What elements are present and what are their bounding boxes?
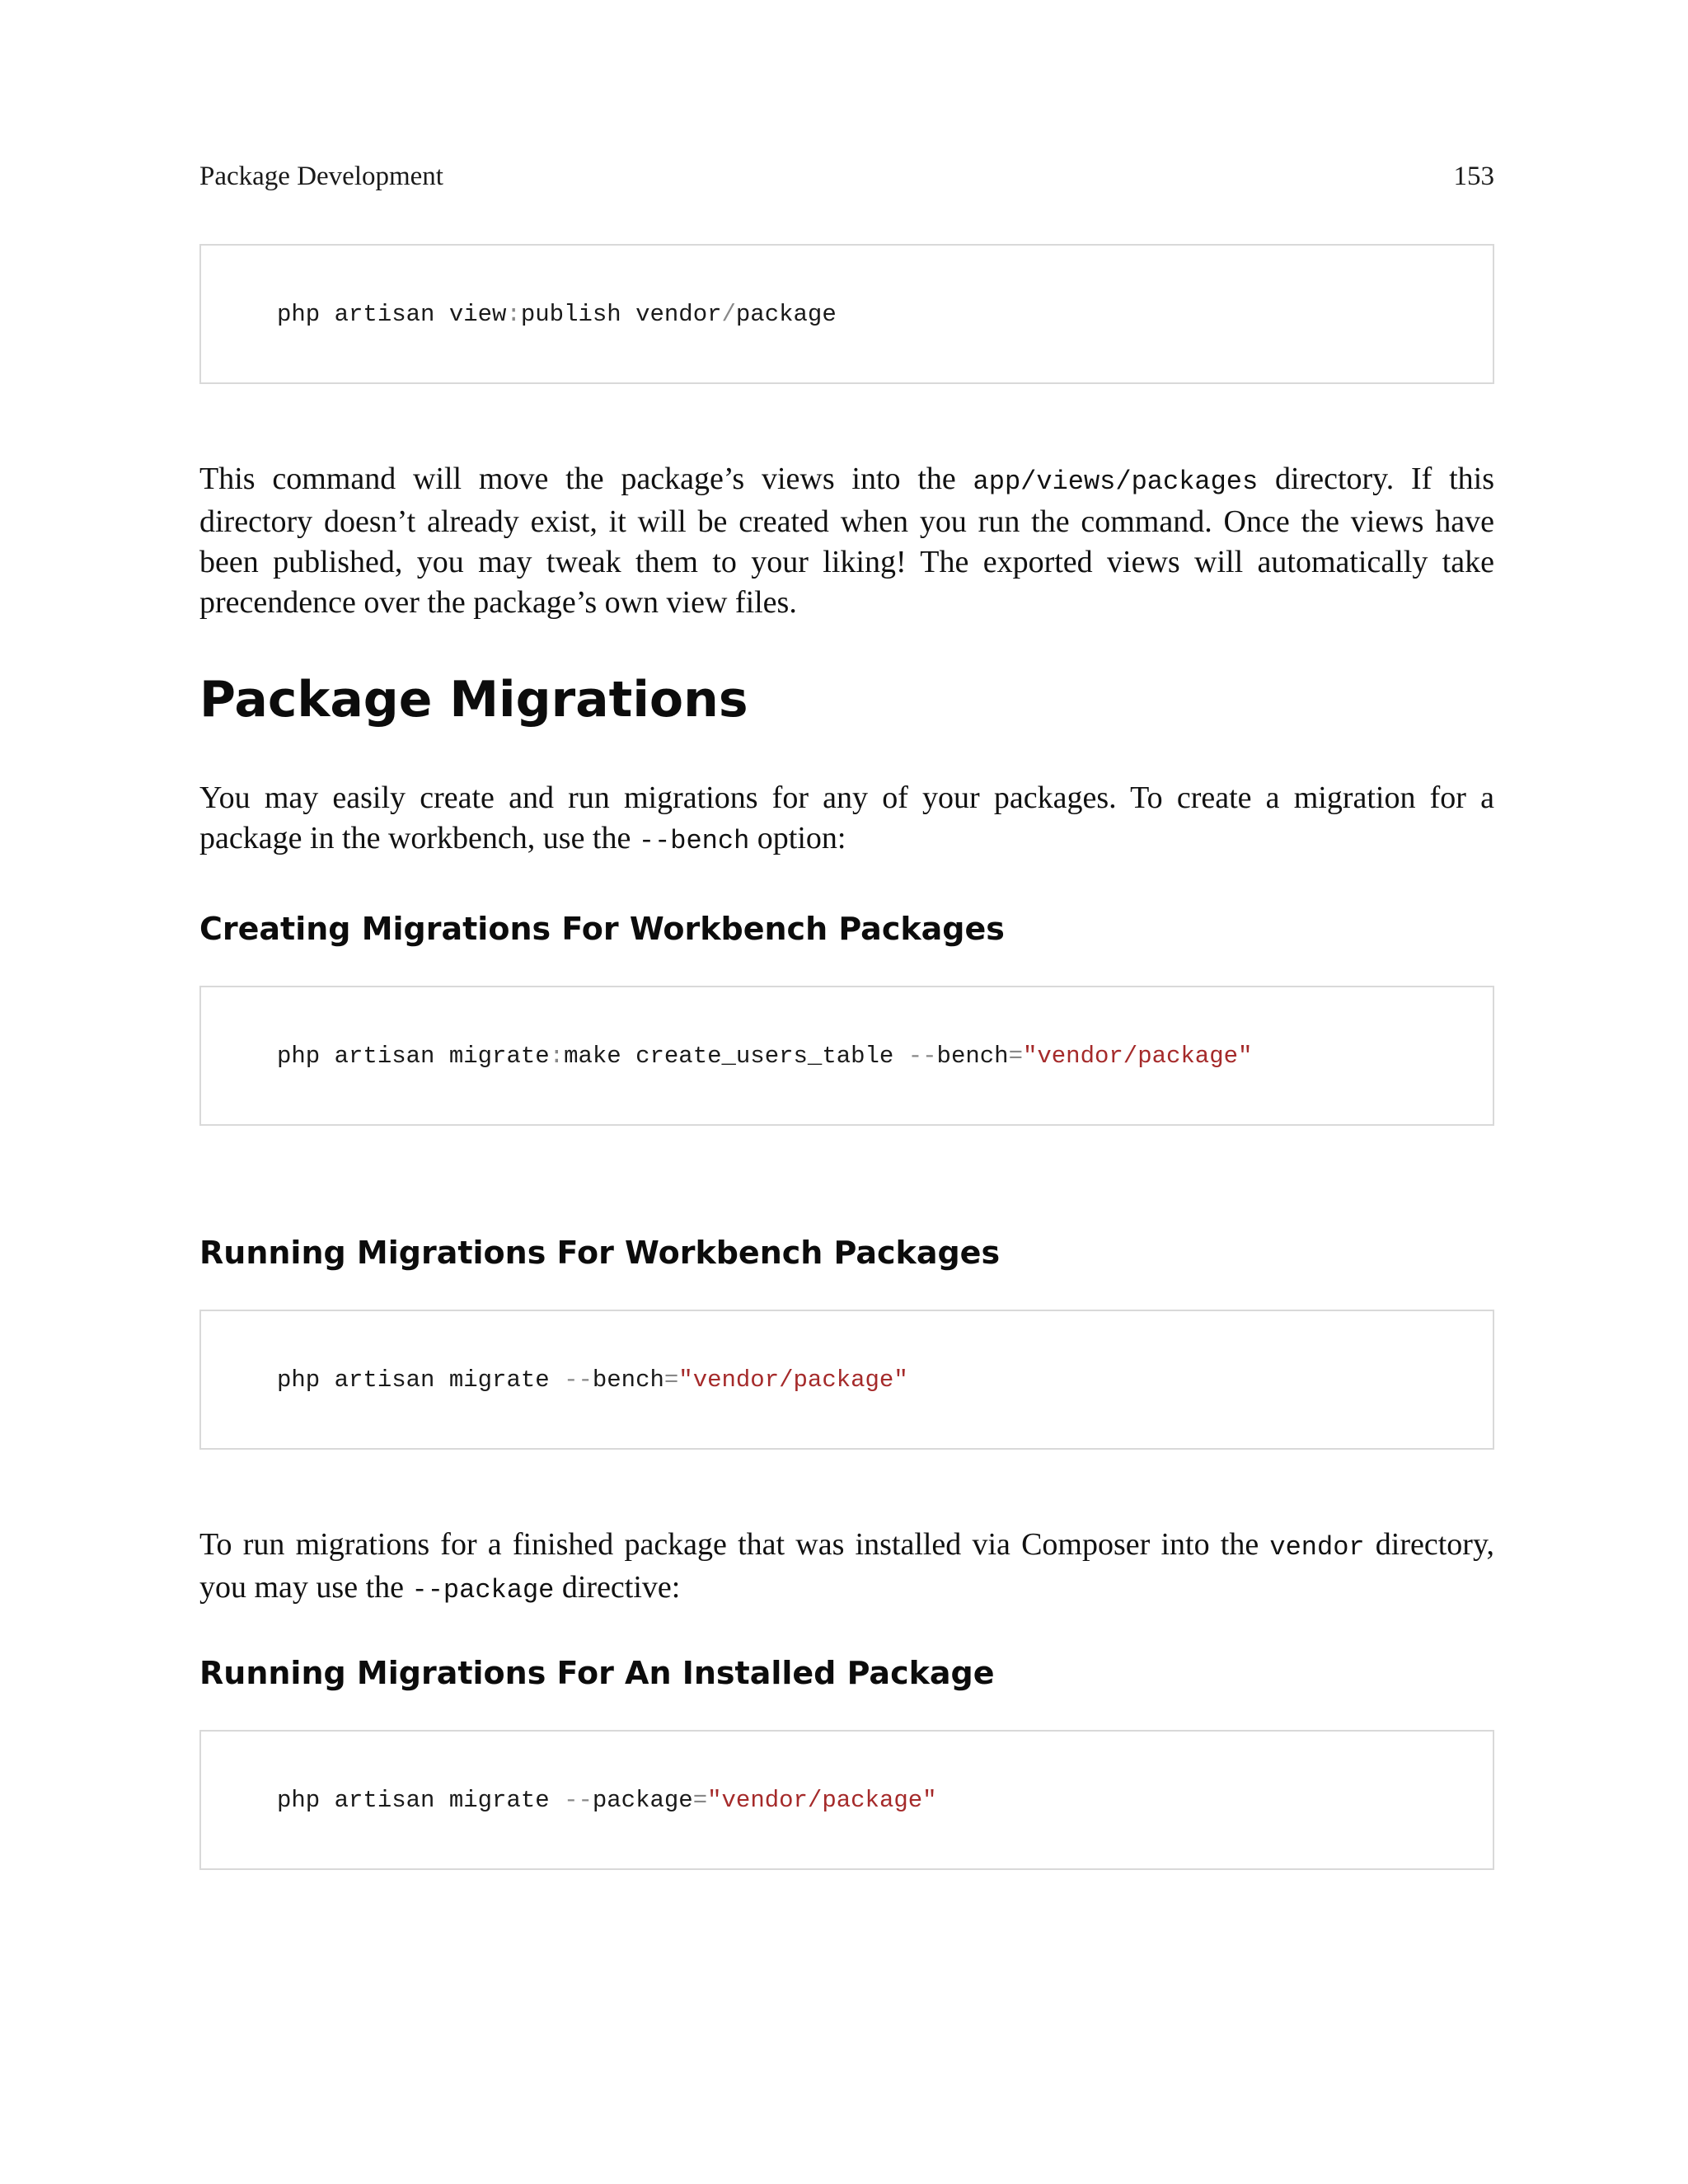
subheading: Running Migrations For Workbench Packages bbox=[199, 1235, 1001, 1271]
paragraph-installed-package bbox=[199, 1525, 1494, 1610]
subheading: Running Migrations For An Installed Package bbox=[199, 1655, 995, 1691]
code-line bbox=[199, 1310, 1494, 1450]
subheading: Creating Migrations For Workbench Packages bbox=[199, 911, 1005, 947]
code-line bbox=[199, 986, 1494, 1126]
code-block-view-publish bbox=[199, 244, 1494, 384]
code-text: package bbox=[592, 1786, 693, 1814]
code-text: package bbox=[735, 300, 837, 328]
code-punct: / bbox=[721, 300, 736, 328]
code-punct: = bbox=[692, 1786, 708, 1814]
paragraph-views-publish bbox=[199, 459, 1494, 623]
page-number: 153 bbox=[1453, 162, 1494, 191]
code-block-migrate-bench bbox=[199, 1310, 1494, 1450]
code-string: "vendor/package" bbox=[678, 1366, 908, 1394]
inline-code-vendor: vendor bbox=[1269, 1532, 1365, 1563]
paragraph bbox=[199, 778, 1494, 861]
code-punct: -- bbox=[907, 1042, 937, 1070]
subheading-creating bbox=[199, 911, 1494, 947]
inline-code-bench: --bench bbox=[638, 826, 750, 856]
code-punct: = bbox=[1008, 1042, 1023, 1070]
paragraph-text: To run migrations for a finished package that was installed via Composer into the bbox=[199, 1527, 1270, 1562]
code-text: php artisan migrate bbox=[277, 1786, 565, 1814]
code-punct: -- bbox=[564, 1786, 593, 1814]
inline-code-package: --package bbox=[411, 1575, 555, 1605]
code-text: php artisan migrate bbox=[277, 1042, 550, 1070]
code-text: bench bbox=[936, 1042, 1009, 1070]
code-text: bench bbox=[592, 1366, 664, 1394]
code-line bbox=[199, 1730, 1494, 1870]
inline-code-path: app/views/packages bbox=[973, 466, 1259, 497]
paragraph-text: directory, you may use the bbox=[199, 1527, 1494, 1605]
subheading-running-workbench bbox=[199, 1235, 1494, 1271]
paragraph-text: directory. If this directory doesn’t already exist, it will be created when you run the command. Once the views have been published, you may tweak them to your liking! The exported views will automatically take precendence over the package’s own view files. bbox=[199, 462, 1494, 620]
code-punct: : bbox=[549, 1042, 565, 1070]
paragraph-text: directive: bbox=[554, 1570, 681, 1605]
section-heading bbox=[199, 671, 1494, 729]
code-punct: = bbox=[663, 1366, 679, 1394]
code-text: php artisan migrate bbox=[277, 1366, 565, 1394]
paragraph bbox=[199, 1525, 1494, 1610]
paragraph-text: option: bbox=[749, 821, 846, 855]
paragraph-text: You may easily create and run migrations for any of your packages. To create a migration for a package in the workbench, use the bbox=[199, 780, 1494, 855]
paragraph-text: This command will move the package’s views into the bbox=[199, 462, 973, 496]
code-string: "vendor/package" bbox=[1022, 1042, 1253, 1070]
code-text: make create_users_table bbox=[564, 1042, 908, 1070]
running-header bbox=[199, 162, 1494, 192]
code-line bbox=[199, 244, 1494, 384]
chapter-title: Package Development bbox=[199, 162, 443, 191]
code-text: publish vendor bbox=[520, 300, 722, 328]
code-block-migrate-package bbox=[199, 1730, 1494, 1870]
code-text: php artisan view bbox=[277, 300, 507, 328]
subheading-installed bbox=[199, 1655, 1494, 1691]
code-block-migrate-make bbox=[199, 986, 1494, 1126]
code-string: "vendor/package" bbox=[707, 1786, 937, 1814]
paragraph bbox=[199, 459, 1494, 623]
code-punct: : bbox=[506, 300, 521, 328]
paragraph-migrations-intro bbox=[199, 778, 1494, 861]
section-title: Package Migrations bbox=[199, 671, 748, 729]
code-punct: -- bbox=[564, 1366, 593, 1394]
